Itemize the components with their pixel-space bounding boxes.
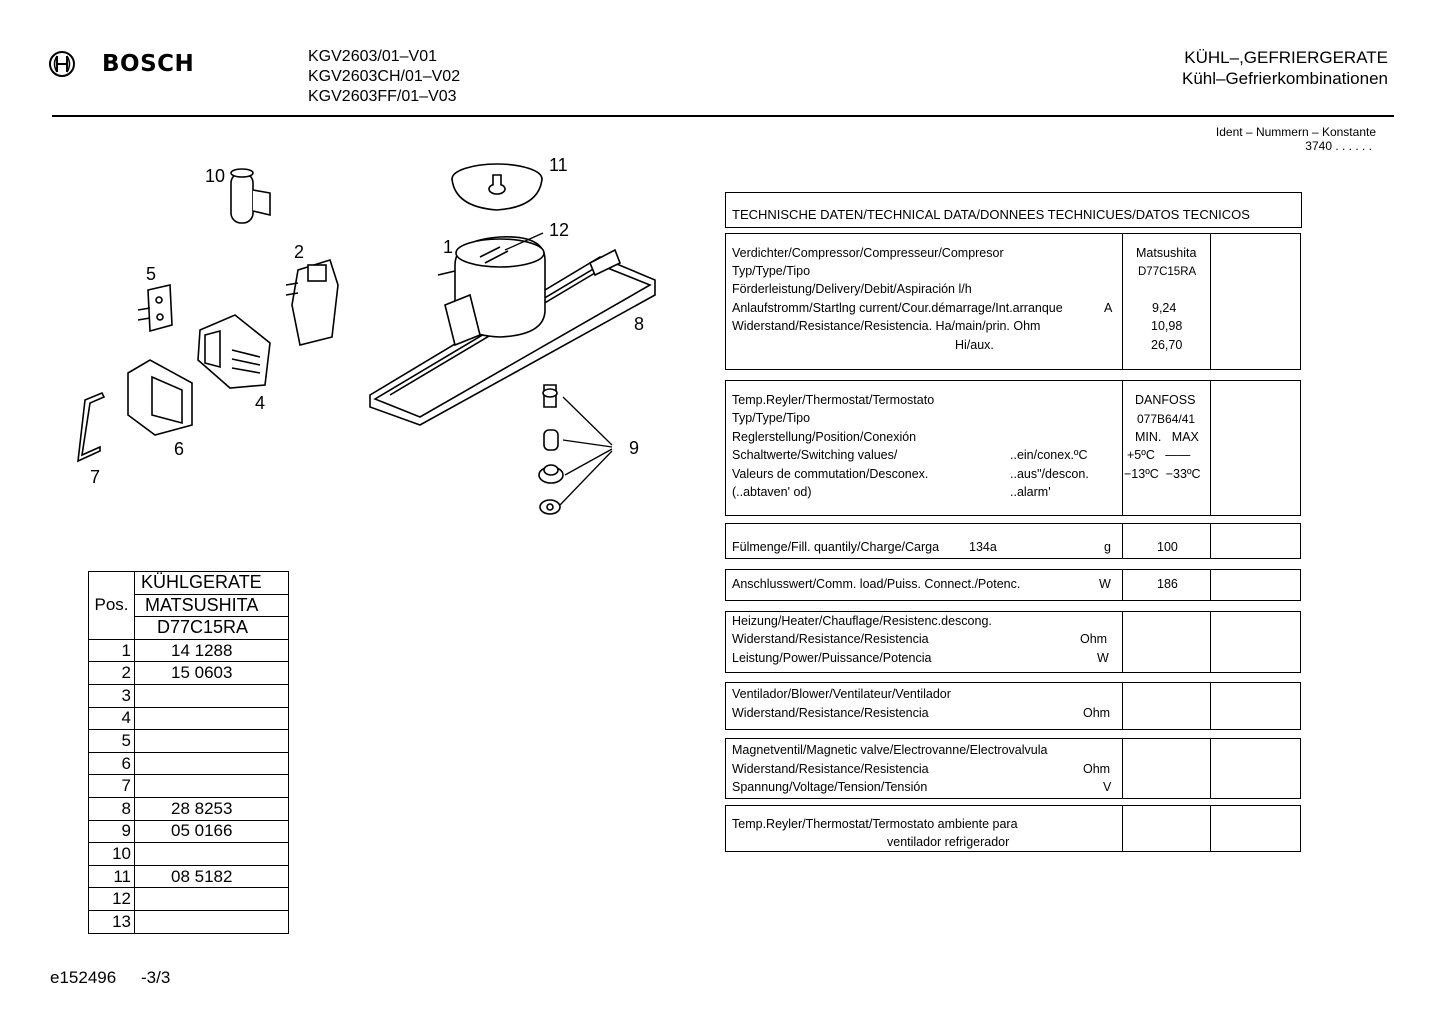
- thermostat-type: 077B64/41: [1137, 412, 1196, 426]
- compressor-make: Matsushita: [1136, 246, 1197, 260]
- table-row: [89, 888, 289, 911]
- connected-load-box: [725, 569, 1301, 601]
- table-row: [89, 865, 289, 888]
- compressor-label: Verdichter/Compressor/Compresseur/Compresor: [732, 246, 1004, 260]
- model-line: KGV2603FF/01–V03: [308, 88, 457, 105]
- terminal-block-part: [138, 285, 172, 331]
- start-current-value: 9,24: [1152, 301, 1177, 315]
- table-row: [89, 910, 289, 933]
- valve-box: [725, 738, 1301, 799]
- callout-4: 4: [255, 393, 266, 413]
- row-pos: 5: [89, 730, 135, 753]
- ident-label: Ident – Nummern – Konstante: [1215, 125, 1376, 139]
- table-row: [89, 639, 289, 662]
- table-row: [89, 775, 289, 798]
- exploded-parts-diagram: [60, 145, 670, 525]
- alarm-label: ..alarm': [1010, 485, 1051, 499]
- valve-resistance-label: Widerstand/Resistance/Resistencia: [732, 762, 929, 776]
- connected-load-label: Anschlusswert/Comm. load/Puiss. Connect./Potenc.: [732, 577, 1021, 591]
- ambient-thermostat-box: [725, 805, 1301, 852]
- tech-title: TECHNISCHE DATEN/TECHNICAL DATA/DONNEES TECHNICUES/DATOS TECNICOS: [732, 207, 1250, 222]
- row-value: [135, 843, 289, 866]
- row-pos: 10: [89, 843, 135, 866]
- page-number: -3/3: [141, 968, 171, 987]
- table-row: [89, 730, 289, 753]
- fill-value: 100: [1157, 540, 1178, 554]
- row-pos: 6: [89, 752, 135, 775]
- blower-resistance-label: Widerstand/Resistance/Resistencia: [732, 706, 929, 720]
- row-value: [135, 775, 289, 798]
- row-pos: 3: [89, 684, 135, 707]
- row-pos: 8: [89, 797, 135, 820]
- delivery-label: Förderleistung/Delivery/Debit/Aspiración l/h: [732, 282, 972, 296]
- blower-resistance-unit: Ohm: [1083, 706, 1111, 720]
- switching-off-label-text: Valeurs de commutation/Desconex.: [732, 467, 929, 481]
- connected-load-value: 186: [1157, 577, 1178, 591]
- ident-block: [1216, 125, 1376, 153]
- row-value: [135, 684, 289, 707]
- control-housing-part: [198, 315, 270, 388]
- callout-11: 11: [549, 155, 568, 175]
- callout-7: 7: [90, 467, 101, 487]
- heater-resistance-unit: Ohm: [1080, 632, 1108, 646]
- row-pos: 2: [89, 662, 135, 685]
- blower-box: [725, 682, 1301, 730]
- blower-label: Ventilador/Blower/Ventilateur/Ventilador: [732, 687, 951, 701]
- row-value: 05 0166: [135, 820, 289, 843]
- table-header-category: KÜHLGERATE: [135, 572, 289, 595]
- category-line2: Kühl–Gefrierkombinationen: [1181, 69, 1388, 88]
- valve-voltage-unit: V: [1103, 780, 1112, 794]
- heater-power-unit: W: [1097, 651, 1109, 665]
- row-pos: 4: [89, 707, 135, 730]
- callout-5: 5: [146, 264, 157, 284]
- table-header-manufacturer: MATSUSHITA: [135, 594, 289, 617]
- row-pos: 11: [89, 865, 135, 888]
- connected-load-unit: W: [1099, 577, 1111, 591]
- row-pos: 1: [89, 639, 135, 662]
- parts-table: [88, 571, 289, 934]
- row-value: 08 5182: [135, 865, 289, 888]
- position-label: Reglerstellung/Position/Conexión: [732, 430, 917, 444]
- position-value: MIN. MAX: [1135, 430, 1199, 444]
- brand-name: BOSCH: [102, 51, 195, 77]
- model-line: KGV2603/01–V01: [308, 48, 437, 65]
- resistance-aux-value: 26,70: [1151, 338, 1183, 352]
- category: [1182, 47, 1388, 89]
- resistance-aux-label: Hi/aux.: [955, 338, 994, 352]
- fill-label: Fülmenge/Fill. quantily/Charge/Carga: [732, 540, 940, 554]
- row-value: [135, 730, 289, 753]
- thermostat-label: Temp.Reyler/Thermostat/Termostato: [732, 393, 935, 407]
- row-value: 14 1288: [135, 639, 289, 662]
- type-label: Typ/Type/Tipo: [732, 264, 811, 278]
- switching-label: Schaltwerte/Switching values/: [732, 448, 898, 462]
- table-row: [89, 820, 289, 843]
- row-pos: 9: [89, 820, 135, 843]
- table-header-model: D77C15RA: [135, 617, 289, 640]
- fill-unit: g: [1104, 540, 1111, 554]
- category-line1: KÜHL–,GEFRIERGERATE: [1184, 48, 1388, 67]
- valve-label: Magnetventil/Magnetic valve/Electrovanne/Electrovalvula: [732, 743, 1048, 757]
- bosch-armature-icon: [48, 50, 76, 78]
- clip-part: [78, 393, 104, 461]
- heater-box: [725, 611, 1301, 673]
- heater-power-label: Leistung/Power/Puissance/Potencia: [732, 651, 932, 665]
- row-pos: 13: [89, 910, 135, 933]
- table-row: [89, 843, 289, 866]
- resistance-main-label: Widerstand/Resistance/Resistencia. Ha/main/prin. Ohm: [732, 319, 1041, 333]
- switching-on-value: +5ºC ——: [1127, 448, 1191, 462]
- callout-12: 12: [549, 220, 570, 240]
- defrost-label: (..abtaven' od): [732, 485, 812, 499]
- bosch-logo: [48, 50, 76, 83]
- row-pos: 7: [89, 775, 135, 798]
- capacitor-part: [231, 169, 270, 223]
- table-row: [89, 797, 289, 820]
- refrigerant-value: 134a: [969, 540, 997, 554]
- valve-resistance-unit: Ohm: [1083, 762, 1111, 776]
- callout-10: 10: [205, 166, 226, 186]
- switching-off-label: ..aus"/descon.: [1010, 467, 1089, 481]
- heater-label: Heizung/Heater/Chauflage/Resistenc.descong.: [732, 614, 992, 628]
- callout-2: 2: [294, 242, 305, 262]
- start-current-label: Anlaufstromm/Startlng current/Cour.démarrage/Int.arranque: [732, 301, 1063, 315]
- ident-value: 3740 . . . . . .: [1305, 139, 1372, 153]
- footer-code: e152496: [50, 968, 117, 987]
- row-value: [135, 888, 289, 911]
- table-row: [89, 662, 289, 685]
- thermostat-type-label: Typ/Type/Tipo: [732, 411, 811, 425]
- row-value: 15 0603: [135, 662, 289, 685]
- switch-cover-part: [128, 360, 192, 435]
- fill-box: [725, 523, 1301, 559]
- row-value: [135, 752, 289, 775]
- callout-9: 9: [629, 438, 640, 458]
- callout-8: 8: [634, 314, 645, 334]
- compressor-box: [725, 233, 1301, 370]
- fastener-set-part: [539, 385, 563, 514]
- row-pos: 12: [89, 888, 135, 911]
- compressor-part: [438, 237, 545, 345]
- model-list: [308, 47, 460, 107]
- thermostat-make: DANFOSS: [1135, 393, 1196, 407]
- compressor-type: D77C15RA: [1138, 266, 1197, 278]
- relay-part: [286, 260, 338, 345]
- start-current-unit: A: [1104, 301, 1113, 315]
- row-value: [135, 910, 289, 933]
- ambient-thermostat-label: Temp.Reyler/Thermostat/Termostato ambiente para: [732, 817, 1018, 831]
- callout-1: 1: [443, 237, 454, 257]
- row-value: [135, 707, 289, 730]
- tech-title-box: [725, 192, 1302, 228]
- thermostat-box: [725, 380, 1301, 516]
- table-row: [89, 707, 289, 730]
- row-value: 28 8253: [135, 797, 289, 820]
- table-row: [89, 752, 289, 775]
- header-rule: [52, 115, 1394, 117]
- switching-off-value: −13ºC −33ºC: [1124, 467, 1201, 481]
- pos-header: Pos.: [89, 572, 135, 640]
- model-line: KGV2603CH/01–V02: [308, 68, 461, 85]
- resistance-main-value: 10,98: [1151, 319, 1183, 333]
- table-row: [89, 684, 289, 707]
- fan-cover-part: [452, 164, 542, 210]
- valve-voltage-label: Spannung/Voltage/Tension/Tensión: [732, 780, 928, 794]
- ambient-thermostat-label2: ventilador refrigerador: [887, 835, 1010, 849]
- switching-on-label: ..ein/conex.ºC: [1010, 448, 1088, 462]
- heater-resistance-label: Widerstand/Resistance/Resistencia: [732, 632, 929, 646]
- callout-6: 6: [174, 439, 185, 459]
